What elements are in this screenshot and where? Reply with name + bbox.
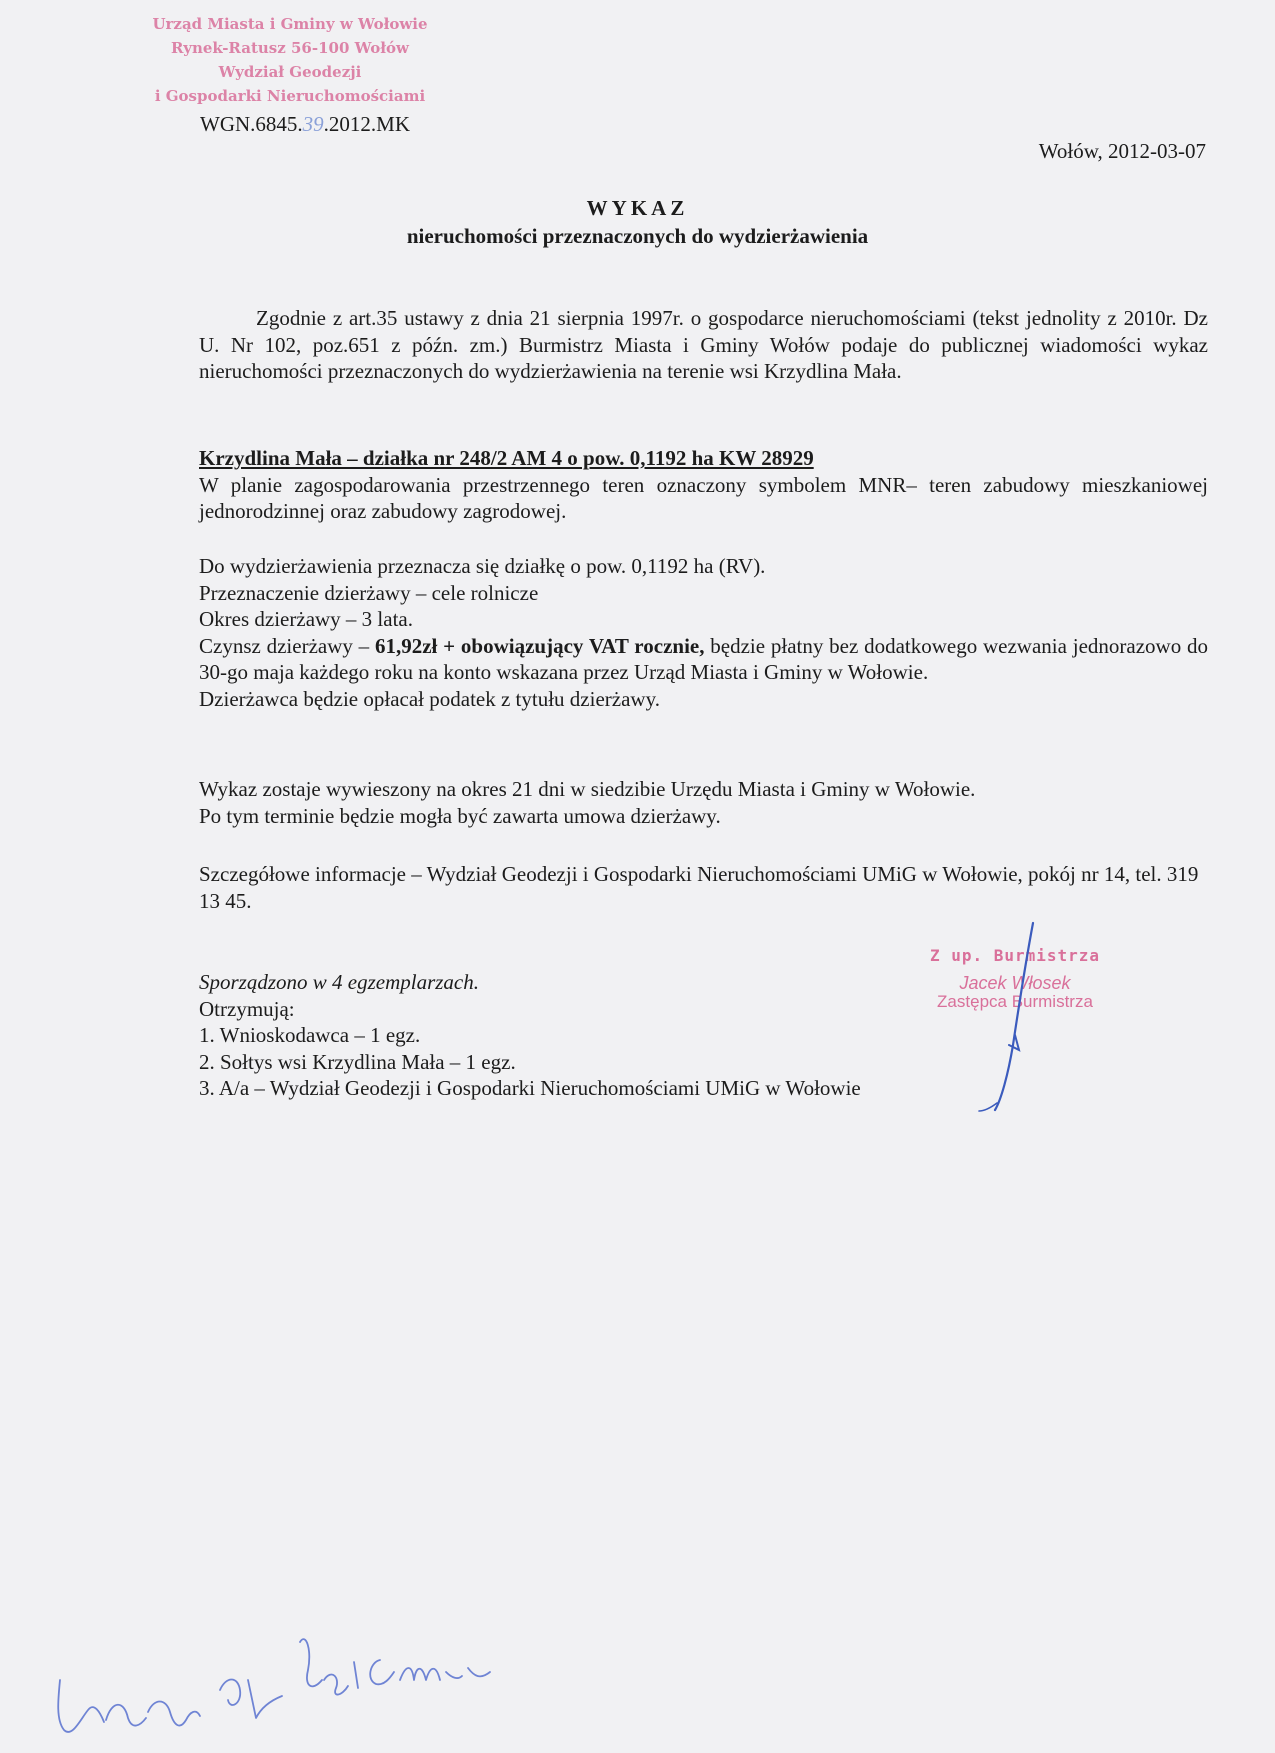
lease-rent [199, 633, 1208, 686]
lease-section [199, 553, 1208, 712]
stamp-line-1: Urząd Miasta i Gminy w Wołowie [152, 15, 428, 33]
lease-tax: Dzierżawca będzie opłacał podatek z tytułu dzierżawy. [199, 686, 660, 711]
lease-period: Okres dzierżawy – 3 lata. [199, 607, 413, 631]
handwritten-annotation [50, 1580, 510, 1740]
rent-amount: 61,92zł + obowiązujący VAT rocznie, [374, 633, 705, 658]
copies-section [199, 969, 1019, 1102]
recipient-item-2: 2. Sołtys wsi Krzydlina Mała – 1 egz. [199, 1049, 516, 1074]
handwritten-signature [975, 915, 1055, 1115]
copies-note: Sporządzono w 4 egzemplarzach. [199, 970, 480, 994]
place-date: Wołów, 2012-03-07 [1038, 139, 1206, 163]
recipients-label: Otrzymują: [199, 996, 295, 1021]
reference-prefix: WGN.6845. [200, 112, 303, 136]
stamp-line-4: i Gospodarki Nieruchomościami [154, 87, 426, 105]
reference-handwritten-number: 39 [302, 112, 324, 136]
reference-number [200, 112, 410, 137]
posting-line-2: Po tym terminie będzie mogła być zawarta umowa dzierżawy. [199, 803, 721, 828]
posting-section [199, 776, 1208, 829]
posting-line-1: Wykaz zostaje wywieszony na okres 21 dni w siedzibie Urzędu Miasta i Gminy w Wołowie. [199, 777, 976, 801]
document-title: WYKAZ [586, 196, 689, 220]
parcel-section [199, 445, 1208, 525]
document-subtitle: nieruchomości przeznaczonych do wydzierżawienia [406, 224, 869, 248]
details-paragraph: Szczegółowe informacje – Wydział Geodezji i Gospodarki Nieruchomościami UMiG w Wołowie, pokój nr 14, tel. 319 13 45. [199, 862, 1199, 913]
stamp-line-2: Rynek-Ratusz 56-100 Wołów [171, 39, 409, 57]
reference-suffix: .2012.MK [323, 112, 410, 136]
stamp-line-3: Wydział Geodezji [218, 63, 362, 81]
parcel-plan-text: W planie zagospodarowania przestrzennego teren oznaczony symbolem MNR– teren zabudowy mieszkaniowej jednorodzinnej oraz zabudowy zagrodowej. [199, 472, 1208, 523]
recipient-item-1: 1. Wnioskodawca – 1 egz. [199, 1023, 421, 1047]
lease-area: Do wydzierżawienia przeznacza się działkę o pow. 0,1192 ha (RV). [199, 554, 766, 578]
recipient-item-3: 3. A/a – Wydział Geodezji i Gospodarki Nieruchomościami UMiG w Wołowie [199, 1076, 861, 1100]
parcel-heading: Krzydlina Mała – działka nr 248/2 AM 4 o pow. 0,1192 ha KW 28929 [199, 446, 814, 470]
lease-purpose: Przeznaczenie dzierżawy – cele rolnicze [199, 580, 539, 605]
signature-stamp-title: Zastępca Burmistrza [937, 992, 1093, 1011]
signature-stamp-authority: Z up. Burmistrza [929, 946, 1101, 965]
rent-terms: będzie płatny bez dodatkowego wezwania jednorazowo do 30-go maja każdego roku na konto wskazana przez Urząd Miasta i Gminy w Wołowie. [199, 633, 1208, 684]
office-stamp [140, 12, 440, 108]
signature-stamp-name: Jacek Włosek [959, 973, 1071, 993]
intro-paragraph: Zgodnie z art.35 ustawy z dnia 21 sierpnia 1997r. o gospodarce nieruchomościami (tekst jednolity z 2010r. Dz U. Nr 102, poz.651 z późn. zm.) Burmistrz Miasta i Gminy Wołów podaje do publicznej wiadomości wykaz nieruchomości przeznaczonych do wydzierżawienia na terenie wsi Krzydlina Mała. [199, 306, 1208, 383]
rent-label: Czynsz dzierżawy – [199, 633, 375, 658]
